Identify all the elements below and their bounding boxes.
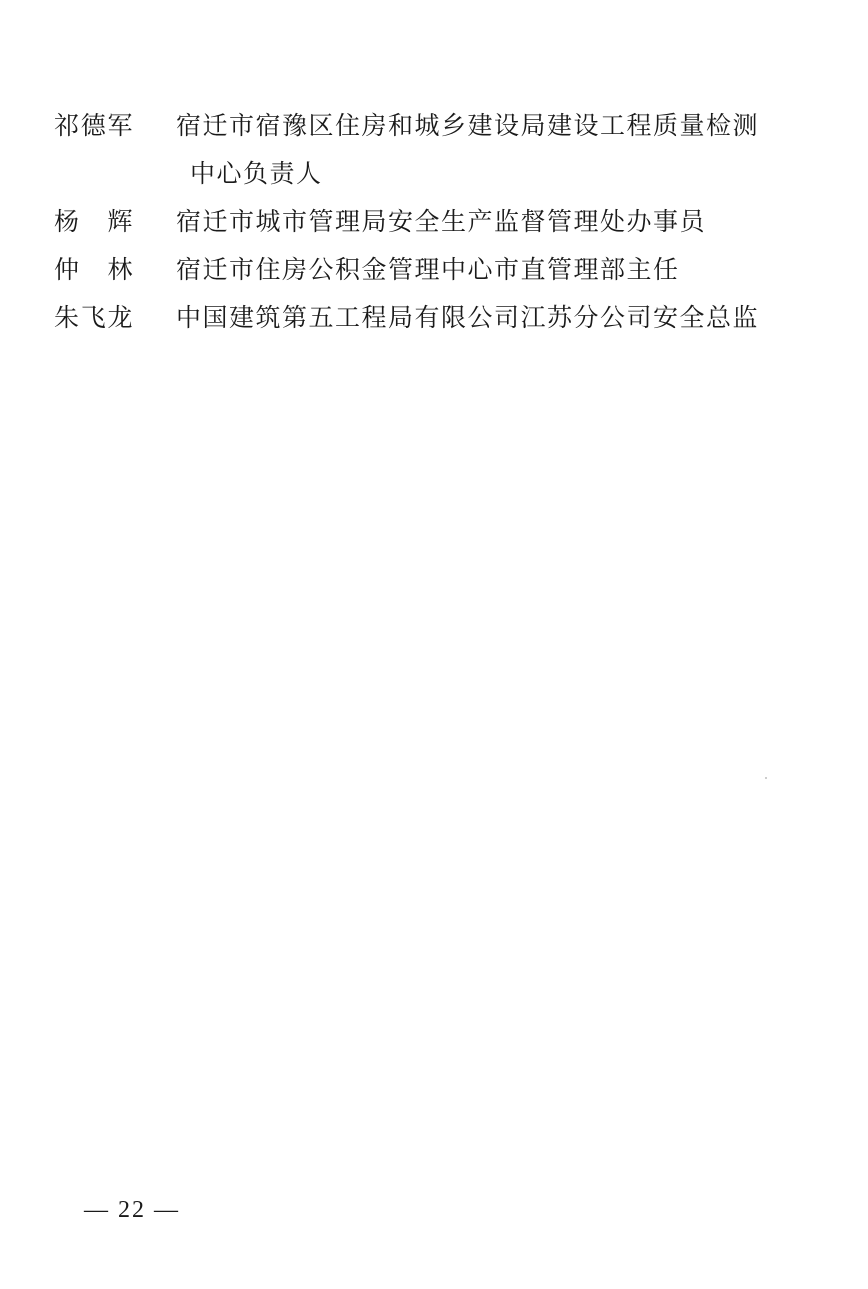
title-line: 宿迁市宿豫区住房和城乡建设局建设工程质量检测 xyxy=(176,111,760,140)
list-item xyxy=(54,294,834,342)
title-line: 中国建筑第五工程局有限公司江苏分公司安全总监 xyxy=(176,303,760,332)
person-name: 杨 辉 xyxy=(54,207,134,236)
title-line: 宿迁市住房公积金管理中心市直管理部主任 xyxy=(176,255,680,284)
person-name: 祁德军 xyxy=(54,111,134,140)
list-item xyxy=(54,198,834,246)
person-title xyxy=(176,246,834,294)
person-name: 仲 林 xyxy=(54,255,134,284)
person-name: 朱飞龙 xyxy=(54,303,134,332)
person-title xyxy=(176,294,834,342)
list-item xyxy=(54,102,834,198)
person-title xyxy=(176,102,834,198)
scan-speck xyxy=(765,777,767,779)
person-title xyxy=(176,198,834,246)
title-line: 中心负责人 xyxy=(190,159,323,188)
list-item xyxy=(54,246,834,294)
personnel-list xyxy=(54,102,834,342)
title-line: 宿迁市城市管理局安全生产监督管理处办事员 xyxy=(176,207,707,236)
page-number: — 22 — xyxy=(84,1197,180,1223)
